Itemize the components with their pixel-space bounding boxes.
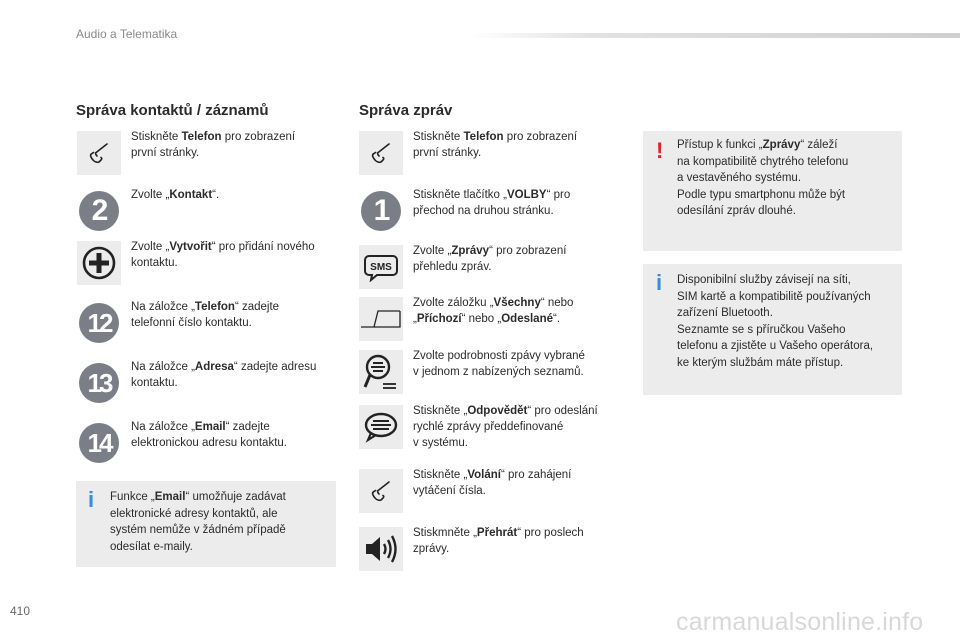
- text-segment: Na záložce „: [131, 301, 195, 313]
- info-marker: i: [656, 270, 663, 295]
- text-segment: “ nebo: [540, 297, 574, 309]
- tab-folder-icon: [359, 297, 403, 341]
- step-text: [131, 129, 341, 161]
- sms-icon: [359, 245, 403, 289]
- text-line: [131, 375, 341, 391]
- step-number-badge: 14: [79, 423, 119, 463]
- step-text: [413, 129, 623, 161]
- text-segment: kontaktu.: [131, 377, 178, 389]
- step-text: [131, 299, 341, 331]
- step-number-badge: 13: [79, 363, 119, 403]
- text-line: [677, 203, 848, 220]
- text-line: [677, 187, 848, 204]
- text-line: [110, 522, 286, 539]
- step-text: [413, 243, 623, 275]
- text-segment: „: [413, 313, 417, 325]
- text-segment: Zvolte „: [131, 189, 170, 201]
- text-segment: “ pro poslech: [517, 527, 584, 539]
- step-number-badge: 12: [79, 303, 119, 343]
- text-segment: “ pro zobrazení: [489, 245, 567, 257]
- text-segment: vytáčení čísla.: [413, 485, 486, 497]
- number-1: [359, 189, 403, 233]
- bold-term: Adresa: [194, 361, 234, 373]
- text-segment: Zvolte „: [413, 245, 452, 257]
- phone-icon: [359, 469, 403, 513]
- text-line: [413, 187, 623, 203]
- bold-term: Telefon: [181, 131, 222, 143]
- bold-term: Telefon: [194, 301, 235, 313]
- text-segment: systém nemůže v žádném případě: [110, 524, 286, 536]
- text-segment: přechod na druhou stránku.: [413, 205, 554, 217]
- text-line: [413, 145, 623, 161]
- text-line: [131, 359, 341, 375]
- text-segment: Stiskněte tlačítko „: [413, 189, 507, 201]
- bold-term: Email: [154, 491, 186, 503]
- text-segment: “ pro odeslání: [527, 405, 598, 417]
- text-line: [131, 239, 341, 255]
- text-segment: “.: [553, 313, 561, 325]
- text-segment: první stránky.: [413, 147, 482, 159]
- text-segment: “ umožňuje zadávat: [185, 491, 286, 503]
- watermark: carmanualsonline.info: [676, 608, 924, 636]
- text-segment: Stiskněte „: [413, 405, 468, 417]
- text-line: [131, 435, 341, 451]
- step-text: [413, 525, 623, 557]
- bold-term: VOLBY: [506, 189, 547, 201]
- text-segment: přehledu zpráv.: [413, 261, 492, 273]
- step-text: [413, 467, 623, 499]
- text-line: [677, 322, 873, 339]
- text-segment: Seznamte se s příručkou Vašeho: [677, 323, 846, 336]
- section-title-contacts: Správa kontaktů / záznamů: [76, 102, 269, 119]
- warning-note-text: [677, 137, 848, 220]
- bold-term: Volání: [467, 469, 501, 481]
- text-line: [413, 295, 623, 311]
- text-segment: Podle typu smartphonu může být: [677, 188, 846, 201]
- text-line: [677, 338, 873, 355]
- warning-marker: !: [656, 138, 664, 163]
- text-line: [131, 315, 341, 331]
- number-13: [77, 361, 121, 405]
- number-12: [77, 301, 121, 345]
- phone-icon: [359, 131, 403, 175]
- step-number-badge: 2: [79, 191, 119, 231]
- text-segment: “ pro: [546, 189, 571, 201]
- bold-term: Odpovědět: [467, 405, 528, 417]
- step-text: [413, 295, 623, 327]
- info-marker: i: [88, 487, 95, 512]
- text-line: [413, 259, 623, 275]
- text-segment: Stiskněte: [131, 131, 182, 143]
- text-line: [677, 305, 873, 322]
- text-segment: a vestavěného systému.: [677, 172, 802, 184]
- bold-term: Telefon: [463, 131, 504, 143]
- text-line: [413, 203, 623, 219]
- page-number: 410: [10, 604, 31, 618]
- text-segment: “ zadejte: [225, 421, 270, 433]
- text-line: [131, 419, 341, 435]
- text-line: [677, 137, 848, 154]
- text-segment: “.: [212, 189, 220, 201]
- text-segment: SIM kartě a kompatibilitě používaných: [677, 290, 871, 303]
- sms-icon-label: SMS: [370, 262, 392, 273]
- text-line: [110, 506, 286, 523]
- text-segment: Zvolte záložku „: [413, 297, 494, 309]
- text-segment: elektronické adresy kontaktů, ale: [110, 507, 278, 520]
- text-line: [413, 435, 623, 451]
- bold-term: Kontakt: [169, 189, 213, 201]
- text-line: [413, 467, 623, 483]
- bold-term: Odeslané: [501, 313, 553, 325]
- text-line: [677, 170, 848, 187]
- text-line: [677, 289, 873, 306]
- text-segment: kontaktu.: [131, 257, 178, 269]
- section-title-messages: Správa zpráv: [359, 102, 453, 119]
- text-segment: Na záložce „: [131, 421, 195, 433]
- text-segment: v systému.: [413, 437, 468, 449]
- text-segment: zařízení Bluetooth.: [677, 307, 773, 319]
- text-line: [413, 243, 623, 259]
- step-text: [131, 239, 341, 271]
- step-text: [131, 359, 341, 391]
- phone-icon: [77, 131, 121, 175]
- text-line: [413, 483, 623, 499]
- text-segment: na kompatibilitě chytrého telefonu: [677, 155, 849, 168]
- text-segment: v jednom z nabízených seznamů.: [413, 366, 584, 378]
- bold-term: Vytvořit: [169, 241, 212, 253]
- text-segment: “ zadejte: [234, 301, 280, 313]
- text-line: [413, 525, 623, 541]
- header-bar: [470, 33, 960, 38]
- text-segment: pro zobrazení: [221, 131, 296, 143]
- info-note-text: [677, 272, 873, 371]
- text-segment: Stiskněte „: [413, 469, 468, 481]
- text-line: [413, 419, 623, 435]
- text-line: [110, 489, 286, 506]
- text-segment: Zvolte podrobnosti zpávy vybrané: [413, 350, 585, 362]
- text-segment: “ nebo „: [461, 313, 502, 325]
- step-text: [131, 419, 341, 451]
- text-segment: “ záleží: [800, 139, 838, 151]
- text-segment: odesílat e-maily.: [110, 540, 193, 553]
- text-line: [413, 364, 623, 380]
- text-segment: Stiskněte: [413, 131, 464, 143]
- bold-term: Všechny: [493, 297, 541, 309]
- text-line: [677, 355, 873, 372]
- text-segment: telefonní číslo kontaktu.: [131, 317, 252, 329]
- text-line: [110, 539, 286, 556]
- bold-term: Příchozí: [416, 313, 462, 325]
- header-title: Audio a Telematika: [76, 27, 178, 41]
- text-segment: Funkce „: [110, 491, 155, 503]
- number-14: [77, 421, 121, 465]
- text-line: [413, 129, 623, 145]
- text-line: [413, 311, 623, 327]
- step-text: [413, 403, 623, 451]
- text-segment: “ zadejte adresu: [233, 361, 317, 373]
- text-segment: první stránky.: [131, 147, 200, 159]
- text-line: [677, 154, 848, 171]
- text-segment: zprávy.: [413, 543, 450, 555]
- text-line: [413, 403, 623, 419]
- text-line: [413, 541, 623, 557]
- email-note-text: [110, 489, 286, 555]
- message-details-icon: [359, 350, 403, 394]
- text-segment: Přístup k funkci „: [677, 139, 763, 151]
- text-line: [677, 272, 873, 289]
- text-segment: ke kterým službám máte přístup.: [677, 356, 844, 369]
- plus-icon: [77, 241, 121, 285]
- bold-term: Přehrát: [476, 527, 518, 539]
- text-line: [131, 129, 341, 145]
- number-2: [77, 189, 121, 233]
- text-segment: “ pro přidání nového: [211, 241, 315, 253]
- text-segment: odesílání zpráv dlouhé.: [677, 205, 796, 217]
- text-segment: rychlé zprávy předdefinované: [413, 421, 564, 433]
- text-line: [131, 299, 341, 315]
- speech-bubble-icon: [359, 405, 403, 449]
- bold-term: Zprávy: [762, 139, 801, 151]
- text-segment: elektronickou adresu kontaktu.: [131, 437, 287, 449]
- bold-term: Zprávy: [451, 245, 490, 257]
- text-line: [131, 145, 341, 161]
- step-text: [413, 348, 623, 380]
- text-segment: telefonu a zjistěte u Vašeho operátora,: [677, 340, 874, 352]
- step-number-badge: 1: [361, 191, 401, 231]
- speaker-icon: [359, 527, 403, 571]
- text-segment: Na záložce „: [131, 361, 195, 373]
- text-line: [131, 255, 341, 271]
- text-line: [131, 187, 341, 203]
- text-segment: Zvolte „: [131, 241, 170, 253]
- text-segment: pro zobrazení: [503, 131, 578, 143]
- text-segment: Stiskmněte „: [413, 527, 477, 539]
- text-segment: “ pro zahájení: [500, 469, 572, 481]
- text-line: [413, 348, 623, 364]
- bold-term: Email: [194, 421, 226, 433]
- text-segment: Disponibilní služby závisejí na síti,: [677, 274, 851, 286]
- step-text: [413, 187, 623, 219]
- step-text: [131, 187, 341, 203]
